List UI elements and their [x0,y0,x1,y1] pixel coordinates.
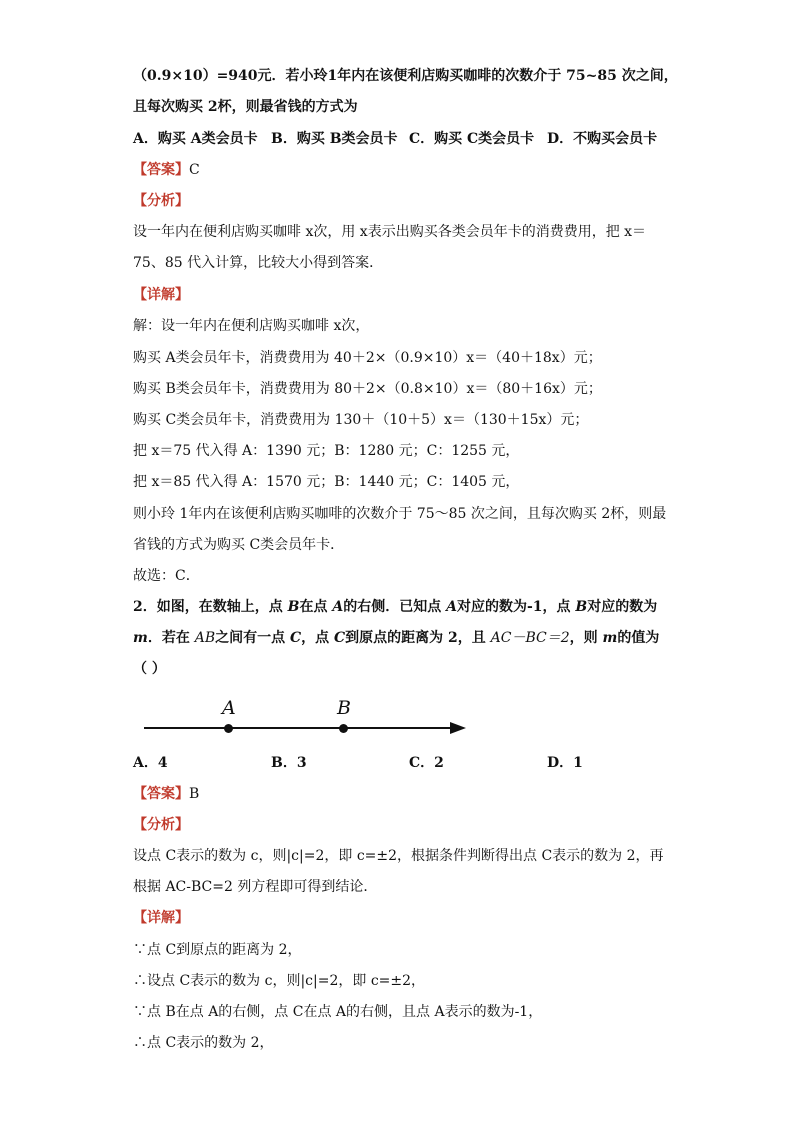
q2-detail-line-1: ∵点 C到原点的距离为 2， [133,942,302,958]
q1-detail-line-7: 则小玲 1年内在该便利店购买咖啡的次数介于 75～85 次之间，且每次购买 2杯，则最 [133,506,667,522]
q2-detail-line-4: ∴点 C表示的数为 2， [133,1035,274,1051]
q1-choice-c: C．购买 C类会员卡 [409,131,535,147]
q1-detail-line-3: 购买 B类会员年卡，消费费用为 80＋2×（0.8×10）x＝（80＋16x）元； [133,381,602,397]
q2-detail-line-2: ∴设点 C表示的数为 c，则|c|=2，即 c=±2， [133,973,426,989]
q2-choice-a: A．4 [133,755,168,771]
q2-analysis-line-1: 设点 C表示的数为 c，则|c|=2，即 c=±2，根据条件判断得出点 C表示的数为 2，再 [133,848,664,864]
q2-analysis-tag: 【分析】 [133,817,189,833]
number-line-axis [144,727,456,729]
q2-answer [133,784,693,804]
q1-detail-line-8: 省钱的方式为购买 C类会员年卡． [133,537,345,553]
answer-tag: 【答案】 [133,162,189,178]
q2-stem-line-1: 2．如图，在数轴上，点 B在点 A的右侧．已知点 A对应的数为-1，点 B对应的数为 [133,599,658,615]
answer-value: B [189,786,200,802]
answer-value: C [189,162,200,178]
q1-choice-b: B．购买 B类会员卡 [271,131,398,147]
point-a-dot [224,724,233,733]
q1-analysis-tag: 【分析】 [133,193,189,209]
q2-choice-c: C．2 [409,755,444,771]
q2-stem-line-3: （ ） [133,661,166,677]
q1-detail-line-6: 把 x＝85 代入得 A：1570 元；B：1440 元；C：1405 元， [133,474,520,490]
q1-detail-line-5: 把 x＝75 代入得 A：1390 元；B：1280 元；C：1255 元， [133,443,520,459]
q2-choice-d: D．1 [547,755,583,771]
q1-detail-line-2: 购买 A类会员年卡，消费费用为 40＋2×（0.9×10）x＝（40＋18x）元； [133,350,602,366]
q1-answer [133,160,693,180]
point-a-label: A [222,697,236,719]
q1-choice-d: D．不购买会员卡 [547,131,658,147]
q2-detail-tag: 【详解】 [133,910,189,926]
number-line-figure [140,695,480,745]
answer-tag: 【答案】 [133,786,189,802]
q1-analysis-line-2: 75、85 代入计算，比较大小得到答案． [133,255,384,271]
q1-stem-line-2: 且每次购买 2杯，则最省钱的方式为 [133,99,358,115]
q1-stem-line-1: （0.9×10）=940元．若小玲1年内在该便利店购买咖啡的次数介于 75~85 次之间， [133,68,678,84]
q1-detail-line-1: 解：设一年内在便利店购买咖啡 x次， [133,318,370,334]
q1-choice-a: A．购买 A类会员卡 [133,131,258,147]
point-b-dot [339,724,348,733]
q1-analysis-line-1: 设一年内在便利店购买咖啡 x次，用 x表示出购买各类会员年卡的消费费用，把 x＝ [133,224,647,240]
q2-analysis-line-2: 根据 AC-BC=2 列方程即可得到结论． [133,879,378,895]
q2-detail-line-3: ∵点 B在点 A的右侧，点 C在点 A的右侧，且点 A表示的数为-1， [133,1004,543,1020]
q2-choice-b: B．3 [271,755,307,771]
point-b-label: B [337,697,351,719]
q1-detail-line-9: 故选：C． [133,568,200,584]
q1-detail-tag: 【详解】 [133,287,189,303]
q2-stem-line-2: m．若在 AB之间有一点 C，点 C到原点的距离为 2，且 AC－BC＝2，则 m的值为 [133,630,660,646]
arrow-right-icon [450,722,466,734]
q1-detail-line-4: 购买 C类会员年卡，消费费用为 130＋（10＋5）x＝（130＋15x）元； [133,412,589,428]
